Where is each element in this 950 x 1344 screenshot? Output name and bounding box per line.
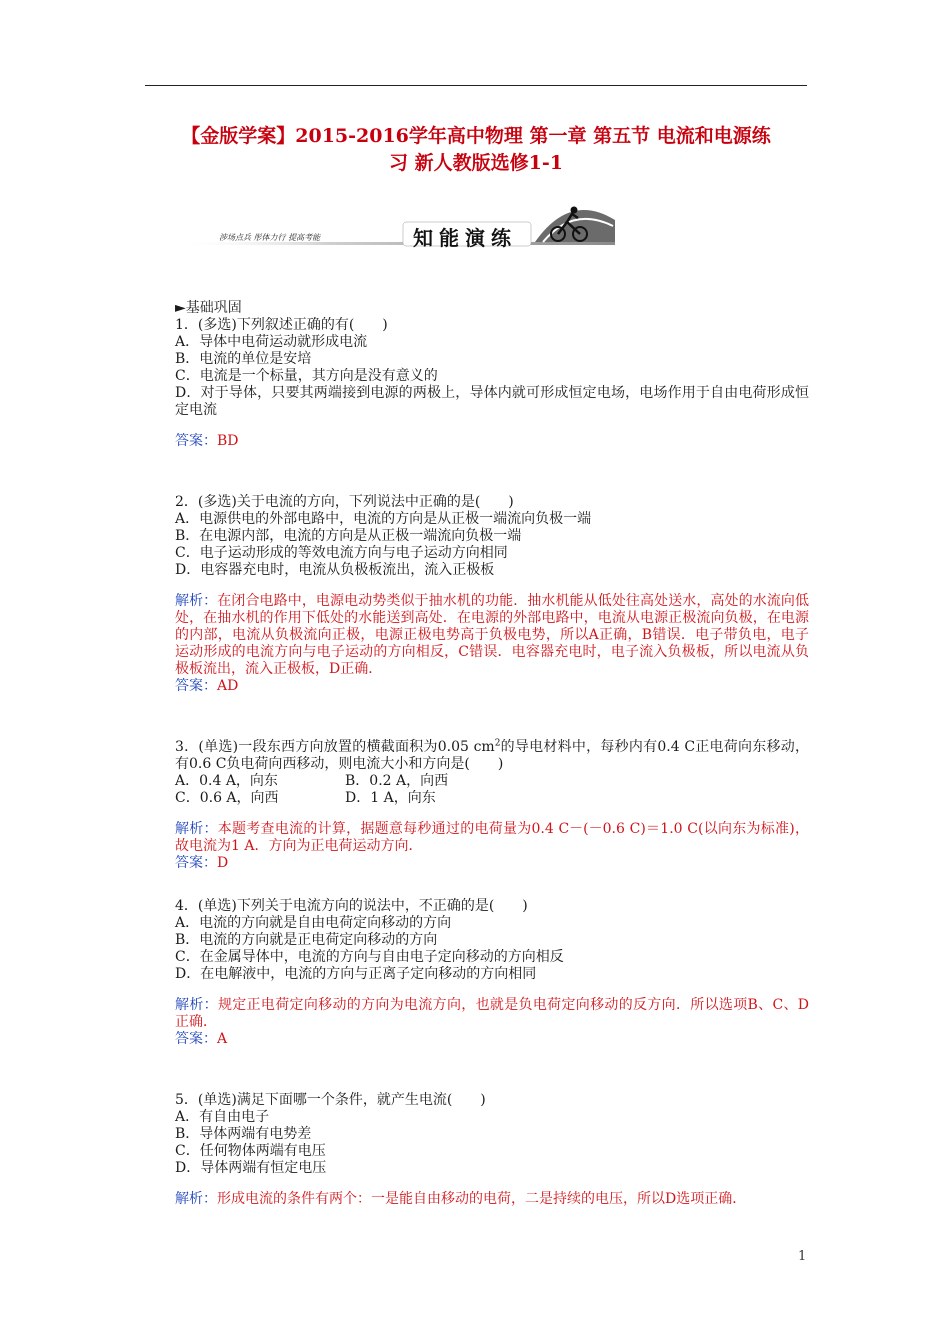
option: C．电流是一个标量，其方向是没有意义的: [175, 368, 438, 384]
answer: [175, 678, 809, 695]
question-stem: 5．(单选)满足下面哪一个条件，就产生电流( ): [175, 1092, 486, 1108]
question-stem: 1．(多选)下列叙述正确的有( ): [175, 317, 388, 333]
option: B．电流的单位是安培: [175, 351, 312, 367]
answer-value: A: [217, 1031, 228, 1047]
answer-label: 答案：: [175, 1031, 217, 1047]
question-stem: 2．(多选)关于电流的方向，下列说法中正确的是( ): [175, 494, 514, 510]
option: D．电容器充电时，电流从负极板流出，流入正极板: [175, 562, 495, 578]
analysis: [175, 821, 809, 855]
analysis-label: 解析：: [175, 821, 218, 837]
option: C．电子运动形成的等效电流方向与电子运动方向相同: [175, 545, 508, 561]
option: C．任何物体两端有电压: [175, 1143, 326, 1159]
option: D．导体两端有恒定电压: [175, 1160, 327, 1176]
answer: [175, 1031, 809, 1048]
banner-slogan: 涉场点兵 彤体力行 提高考能: [219, 233, 321, 242]
answer-label: 答案：: [175, 678, 217, 694]
option: A．有自由电子: [175, 1109, 270, 1125]
option-row: [175, 790, 809, 807]
answer: [175, 433, 809, 450]
answer: [175, 855, 809, 872]
question-stem: 4．(单选)下列关于电流方向的说法中，不正确的是( ): [175, 898, 528, 914]
option: D．1 A，向东: [345, 790, 436, 806]
analysis-text: 规定正电荷定向移动的方向为电流方向，也就是负电荷定向移动的反方向．所以选项B、C、D正确．: [175, 997, 810, 1030]
analysis: [175, 1191, 809, 1208]
question-2: [175, 494, 809, 695]
analysis: [175, 593, 809, 678]
banner-title: 知能演练: [413, 226, 517, 250]
option-row: [175, 773, 809, 790]
option: B．0.2 A，向西: [345, 773, 449, 789]
option: D．在电解液中，电流的方向与正离子定向移动的方向相同: [175, 966, 537, 982]
option: B．导体两端有电势差: [175, 1126, 312, 1142]
option: C．在金属导体中，电流的方向与自由电子定向移动的方向相反: [175, 949, 564, 965]
question-3: [175, 739, 809, 872]
analysis-text: 在闭合电路中，电源电动势类似于抽水机的功能．抽水机能从低处往高处送水，高处的水流向低处，在抽水机的作用下低处的水能送到高处．在电源的外部电路中，电流从电源正极流向负极，在电源的内部，电流从负极流向正极，电源正极电势高于负极电势，所以A正确，B错误．电子带负电，电子运动形成的电流方向与电子运动的方向相反，C错误．电容器充电时，电子流入负极板，所以电流从负极板流出，流入正极板，D正确．: [175, 593, 810, 677]
question-4: [175, 898, 809, 1048]
analysis: [175, 997, 809, 1031]
analysis-label: 解析：: [175, 1191, 217, 1207]
option: A．电流的方向就是自由电荷定向移动的方向: [175, 915, 452, 931]
analysis-label: 解析：: [175, 997, 218, 1013]
option: A．电源供电的外部电路中，电流的方向是从正极一端流向负极一端: [175, 511, 592, 527]
title-line-2: 习 新人教版选修1-1: [389, 152, 563, 174]
analysis-label: 解析：: [175, 593, 218, 609]
question-stem-part-1: 3．(单选)一段东西方向放置的横截面积为0.05 cm: [175, 739, 495, 755]
option: B．电流的方向就是正电荷定向移动的方向: [175, 932, 438, 948]
page-number: 1: [798, 1249, 807, 1264]
analysis-text: 本题考查电流的计算，据题意每秒通过的电荷量为0.4 C－(－0.6 C)＝1.0 C(以向东为标准)，故电流为1 A．方向为正电荷运动方向．: [175, 821, 809, 854]
answer-value: AD: [217, 678, 239, 694]
exercise-content: [175, 300, 809, 1208]
title-line-1: 【金版学案】2015-2016学年高中物理 第一章 第五节 电流和电源练: [181, 125, 771, 147]
document-title: [140, 123, 812, 177]
answer-label: 答案：: [175, 433, 217, 449]
section-heading: ►基础巩固: [175, 300, 242, 316]
option: A．导体中电荷运动就形成电流: [175, 334, 368, 350]
option: A．0.4 A，向东: [175, 773, 278, 789]
question-stem: [175, 739, 809, 773]
answer-value: D: [217, 855, 229, 871]
question-5: [175, 1092, 809, 1208]
option: D．对于导体，只要其两端接到电源的两极上，导体内就可形成恒定电场，电场作用于自由电荷形成恒定电流: [175, 385, 809, 418]
question-1: [175, 317, 809, 450]
analysis-text: 形成电流的条件有两个：一是能自由移动的电荷，二是持续的电压，所以D选项正确．: [217, 1191, 747, 1207]
option: C．0.6 A，向西: [175, 790, 279, 806]
question-stem-part-2: 的导电材料中，每秒内有0.4 C正电荷向东移动，有0.6 C负电荷向西移动，则电流大小和方向是( ): [175, 739, 809, 772]
top-rule: [145, 85, 807, 86]
option: B．在电源内部，电流的方向是从正极一端流向负极一端: [175, 528, 522, 544]
answer-value: BD: [217, 433, 239, 449]
section-banner: [175, 192, 615, 250]
superscript: 2: [494, 738, 501, 749]
answer-label: 答案：: [175, 855, 217, 871]
